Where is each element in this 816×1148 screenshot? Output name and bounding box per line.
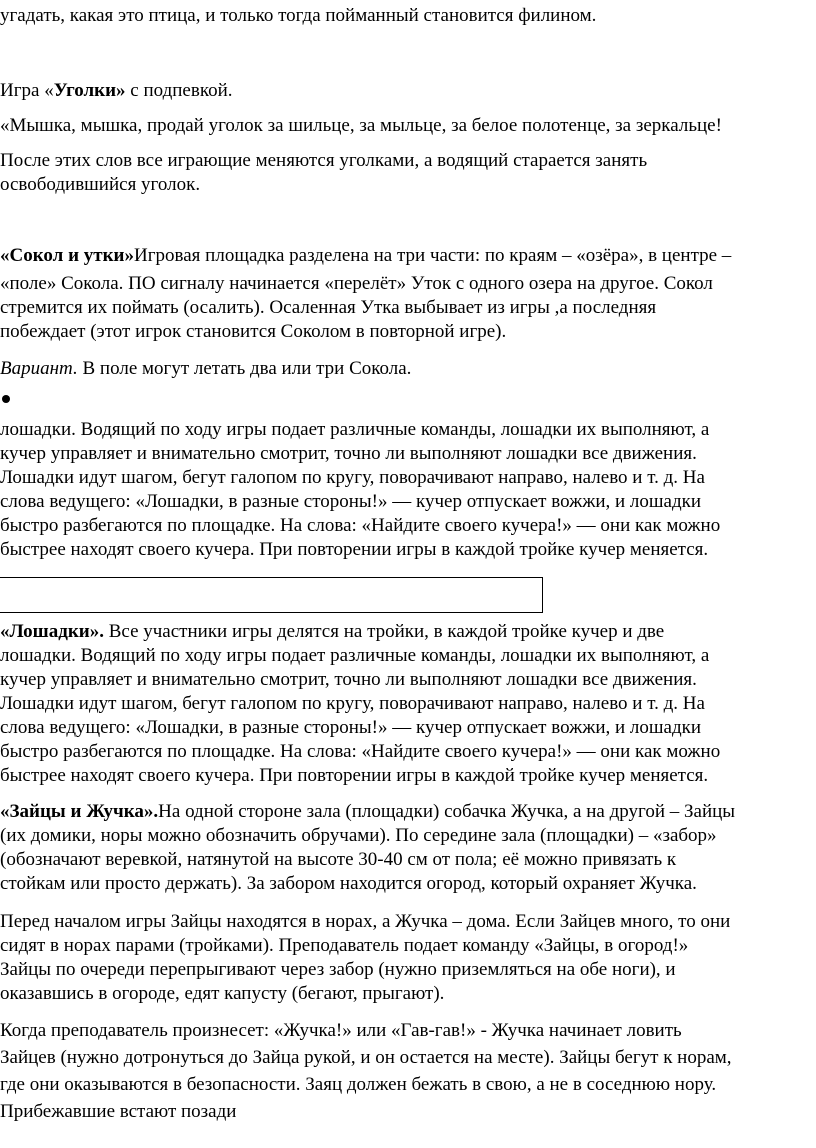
zaitsy-p3-line: Когда преподаватель произнесет: «Жучка!» или «Гав-гав!» - Жучка начинает ловить [0,1020,682,1041]
zaitsy-p3-line: Прибежавшие встают позади [0,1101,237,1122]
sokol-line [0,244,731,268]
zaitsy-p2-line: Зайцы по очереди перепрыгивают через забор (нужно приземляться на обе ноги), и [0,959,676,980]
loshadki-line: лошадки. Водящий по ходу игры подает различные команды, лошадки их выполняют, а [0,645,710,666]
bullet-icon [2,395,10,403]
ugolki-title: Уголки» [53,80,126,101]
zaitsy-p2-line: сидят в норах парами (тройками). Преподаватель подает команду «Зайцы, в огород!» [0,935,689,956]
sokol-line: «поле» Сокола. ПО сигналу начинается «перелёт» Уток с одного озера на другое. Сокол [0,273,713,294]
ugolki-heading [0,79,233,103]
zaitsy-line: стойкам или просто держать). За забором находится огород, который охраняет Жучка. [0,873,697,894]
ugolki-prefix: Игра « [0,80,54,101]
variant-text: В поле могут летать два или три Сокола. [77,358,412,379]
sokol-title: «Сокол и утки» [0,245,135,266]
zaitsy-p3-line: Зайцев (нужно дотронуться до Зайца рукой, и он остается на месте). Зайцы бегут к норам, [0,1047,732,1068]
zaitsy-p2-line: оказавшись в огороде, едят капусту (бегают, прыгают). [0,983,445,1004]
ugolki-desc-line: освободившийся уголок. [0,174,201,195]
ugolki-desc-line: После этих слов все играющие меняются уголками, а водящий старается занять [0,150,648,171]
sokol-line: побеждает (этот игрок становится Соколом в повторной игре). [0,321,507,342]
zaitsy-line1-text: На одной стороне зала (площадки) собачка Жучка, а на другой – Зайцы [158,801,736,822]
ugolki-suffix: с подпевкой. [125,80,233,101]
zaitsy-line [0,800,735,824]
fragment-line: быстро разбегаются по площадке. На слова: «Найдите своего кучера!» — они как можно [0,515,721,536]
variant-label: Вариант. [0,358,78,379]
zaitsy-line: (их домики, норы можно обозначить обручами). По середине зала (площадки) – «забор» [0,825,717,846]
empty-frame [0,577,543,613]
loshadki-line: слова ведущего: «Лошадки, в разные стороны!» — кучер отпускает вожжи, и лошадки [0,717,702,738]
fragment-line: слова ведущего: «Лошадки, в разные стороны!» — кучер отпускает вожжи, и лошадки [0,491,702,512]
zaitsy-line: (обозначают веревкой, натянутой на высоте 30-40 см от пола; её можно привязать к [0,849,677,870]
loshadki-line: Лошадки идут шагом, бегут галопом по кругу, поворачивают направо, налево и т. д. На [0,693,705,714]
fragment-line: быстрее находят своего кучера. При повторении игры в каждой тройке кучер меняется. [0,539,709,560]
zaitsy-p2-line: Перед началом игры Зайцы находятся в норах, а Жучка – дома. Если Зайцев много, то они [0,911,731,932]
loshadki-title: «Лошадки». [0,621,104,642]
loshadki-line: кучер управляет и внимательно смотрит, точно ли выполняют лошадки все движения. [0,669,697,690]
loshadki-line1-text: Все участники игры делятся на тройки, в каждой тройке кучер и две [103,621,665,642]
zaitsy-p3-line: где они оказываются в безопасности. Заяц должен бежать в свою, а не в соседнюю нору. [0,1074,717,1095]
intro-line: угадать, какая это птица, и только тогда пойманный становится филином. [0,5,597,26]
fragment-line: кучер управляет и внимательно смотрит, точно ли выполняют лошадки все движения. [0,443,697,464]
zaitsy-title: «Зайцы и Жучка». [0,801,159,822]
fragment-line: Лошадки идут шагом, бегут галопом по кругу, поворачивают направо, налево и т. д. На [0,467,705,488]
loshadki-line: быстро разбегаются по площадке. На слова: «Найдите своего кучера!» — они как можно [0,741,721,762]
sokol-variant [0,357,411,381]
sokol-line: стремится их поймать (осалить). Осаленная Утка выбывает из игры ,а последняя [0,297,657,318]
loshadki-line: быстрее находят своего кучера. При повторении игры в каждой тройке кучер меняется. [0,765,709,786]
sokol-line1-text: Игровая площадка разделена на три части: по краям – «озёра», в центре – [134,245,732,266]
fragment-line: лошадки. Водящий по ходу игры подает различные команды, лошадки их выполняют, а [0,419,710,440]
ugolki-verse: «Мышка, мышка, продай уголок за шильце, за мыльце, за белое полотенце, за зеркальце! [0,115,722,136]
loshadki-line [0,620,664,644]
